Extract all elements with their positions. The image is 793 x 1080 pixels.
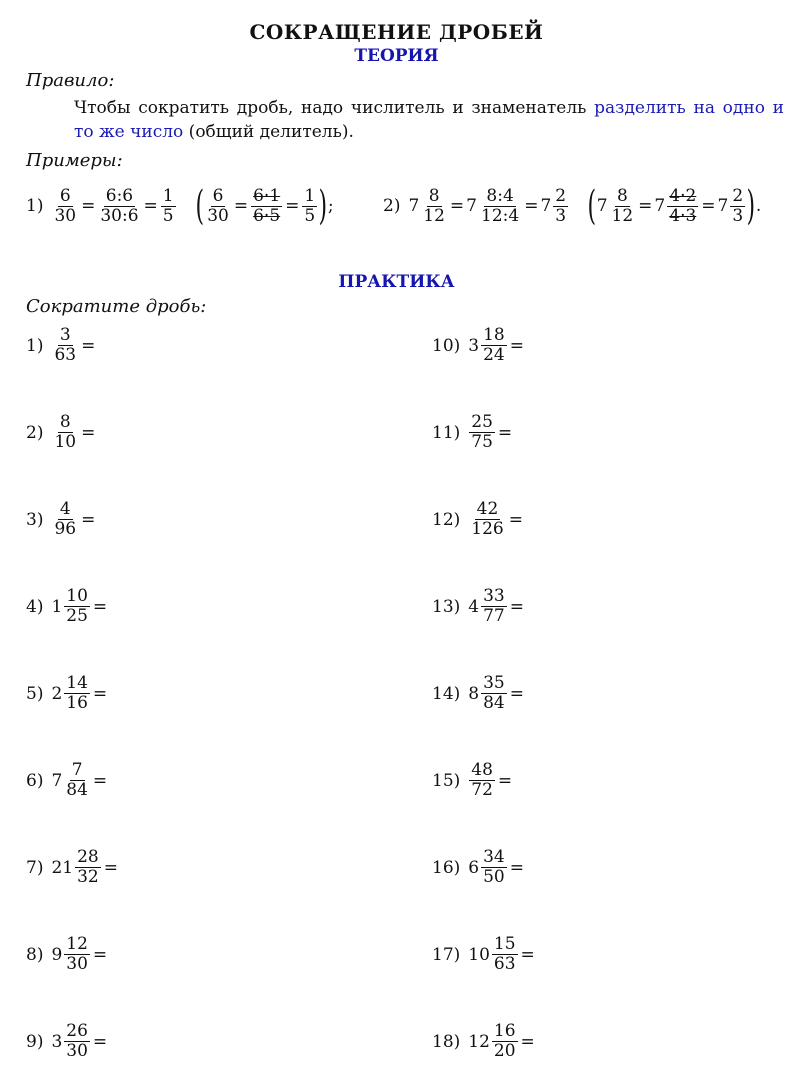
- numerator: 4: [59, 499, 71, 519]
- denominator: 63: [54, 345, 77, 365]
- end-period: .: [755, 196, 762, 216]
- numerator: 42: [476, 499, 499, 519]
- whole-part: 7: [540, 196, 552, 216]
- rule-label: Правило:: [26, 70, 115, 91]
- rule-text: [74, 96, 784, 144]
- denominator: 77: [483, 606, 505, 626]
- denominator: 63: [493, 954, 516, 974]
- denominator: 4·3: [669, 205, 697, 226]
- problem-item: [432, 500, 525, 539]
- equals-sign: =: [81, 335, 96, 356]
- denominator: 5: [162, 205, 174, 226]
- numerator: 26: [66, 1021, 88, 1041]
- problem-fraction: [469, 500, 505, 539]
- page-title: СОКРАЩЕНИЕ ДРОБЕЙ: [249, 20, 544, 44]
- equals-sign: =: [92, 596, 108, 617]
- equals-sign: =: [92, 770, 108, 791]
- whole-part: 10: [468, 944, 490, 965]
- equals-sign: =: [81, 509, 96, 530]
- problem-number: 10): [432, 335, 461, 356]
- problem-fraction: [64, 587, 90, 626]
- problem-item: [26, 413, 97, 452]
- example-fraction: [302, 187, 317, 226]
- numerator: 35: [483, 673, 505, 693]
- numerator: 14: [66, 673, 88, 693]
- denominator: 3: [555, 205, 567, 226]
- numerator: 6: [59, 185, 71, 206]
- numerator: 10: [66, 586, 88, 606]
- problem-item: [432, 413, 514, 452]
- denominator: 50: [483, 867, 505, 887]
- practice-instruction: Сократите дробь:: [26, 296, 207, 317]
- close-paren: ): [746, 183, 756, 229]
- denominator: 32: [77, 867, 99, 887]
- whole-part: 7: [717, 196, 729, 216]
- whole-part: 12: [468, 1031, 490, 1052]
- denominator: 72: [471, 780, 493, 800]
- denominator: 5: [304, 205, 316, 226]
- whole-part: 7: [654, 196, 666, 216]
- example-fraction: [479, 187, 521, 226]
- equals-sign: =: [520, 1031, 535, 1052]
- numerator: 6: [212, 185, 224, 206]
- whole-part: 3: [468, 335, 480, 356]
- rule-text-start: Чтобы сократить дробь, надо числитель и знаменатель: [74, 98, 595, 118]
- numerator: 1: [304, 185, 316, 206]
- whole-part: 7: [596, 196, 608, 216]
- example-fraction: [610, 187, 636, 226]
- problem-number: 7): [26, 857, 44, 878]
- equals-sign: =: [449, 196, 465, 216]
- equals-sign: =: [81, 422, 96, 443]
- equals-sign: =: [92, 1031, 108, 1052]
- denominator: 25: [66, 606, 88, 626]
- denominator: 30: [54, 205, 77, 226]
- problem-fraction: [64, 935, 90, 974]
- equals-sign: =: [524, 196, 539, 216]
- problem-number: 1): [26, 335, 44, 356]
- denominator: 24: [483, 345, 505, 365]
- example-fraction: [161, 187, 176, 226]
- equals-sign: =: [285, 196, 300, 216]
- open-paren: (: [587, 183, 597, 229]
- numerator: 2: [555, 185, 567, 206]
- denominator: 20: [493, 1041, 516, 1061]
- denominator: 10: [54, 432, 77, 452]
- denominator: 3: [732, 205, 744, 226]
- denominator: 30: [66, 1041, 88, 1061]
- problem-number: 11): [432, 422, 461, 443]
- problem-fraction: [64, 674, 90, 713]
- numerator: 4·2: [669, 185, 697, 206]
- problem-fraction: [52, 500, 78, 539]
- whole-part: 8: [468, 683, 480, 704]
- numerator: 7: [71, 760, 83, 780]
- equals-sign: =: [81, 196, 96, 216]
- numerator: 8: [59, 412, 71, 432]
- numerator: 25: [471, 412, 493, 432]
- denominator: 12: [611, 205, 634, 226]
- equals-sign: =: [92, 944, 108, 965]
- problem-item: [26, 500, 97, 539]
- denominator: 30:6: [100, 205, 139, 226]
- equals-sign: =: [103, 857, 118, 878]
- problem-fraction: [481, 326, 507, 365]
- rule-text-highlight: разделить на одно и то же число: [74, 98, 785, 142]
- problem-fraction: [492, 935, 518, 974]
- whole-part: 4: [468, 596, 480, 617]
- denominator: 6·5: [253, 205, 281, 226]
- whole-part: 3: [51, 1031, 63, 1052]
- problem-fraction: [481, 587, 507, 626]
- separator: ;: [327, 196, 334, 216]
- equals-sign: =: [497, 770, 513, 791]
- whole-part: 7: [408, 196, 420, 216]
- example-fraction: [421, 187, 447, 226]
- problem-number: 13): [432, 596, 461, 617]
- numerator: 2: [732, 185, 744, 206]
- example-fraction: [730, 187, 745, 226]
- problem-number: 3): [26, 509, 44, 530]
- problem-item: [432, 848, 526, 887]
- denominator: 126: [471, 519, 504, 539]
- whole-part: 6: [468, 857, 480, 878]
- numerator: 8: [428, 185, 440, 206]
- equals-sign: =: [520, 944, 535, 965]
- equals-sign: =: [92, 683, 108, 704]
- numerator: 48: [471, 760, 493, 780]
- problem-item: [26, 761, 109, 800]
- section-title-theory: ТЕОРИЯ: [354, 46, 439, 66]
- problem-item: [26, 935, 109, 974]
- equals-sign: =: [233, 196, 249, 216]
- equals-sign: =: [143, 196, 158, 216]
- whole-part: 7: [466, 196, 477, 216]
- example-2-number: 2): [383, 196, 401, 216]
- problem-number: 8): [26, 944, 44, 965]
- problem-item: [432, 935, 537, 974]
- denominator: 96: [54, 519, 77, 539]
- equals-sign: =: [509, 683, 524, 704]
- equals-sign: =: [701, 196, 716, 216]
- equals-sign: =: [508, 509, 523, 530]
- problem-fraction: [481, 848, 507, 887]
- problem-item: [432, 587, 526, 626]
- problem-fraction: [75, 848, 101, 887]
- numerator: 6·1: [253, 185, 281, 206]
- example-1: [26, 183, 334, 229]
- denominator: 75: [471, 432, 493, 452]
- example-fraction: [52, 187, 78, 226]
- numerator: 1: [162, 185, 174, 206]
- equals-sign: =: [509, 335, 524, 356]
- problem-item: [432, 761, 514, 800]
- examples-label: Примеры:: [26, 150, 123, 171]
- numerator: 28: [77, 847, 99, 867]
- numerator: 18: [483, 325, 505, 345]
- equals-sign: =: [509, 596, 524, 617]
- problem-number: 15): [432, 770, 461, 791]
- example-fraction-cancelled: [667, 187, 698, 226]
- example-fraction: [205, 187, 231, 226]
- whole-part: 9: [51, 944, 63, 965]
- rule-text-end: (общий делитель).: [183, 122, 354, 142]
- denominator: 84: [483, 693, 505, 713]
- numerator: 3: [59, 325, 71, 345]
- problem-number: 2): [26, 422, 44, 443]
- problem-number: 14): [432, 683, 461, 704]
- denominator: 12: [423, 205, 445, 226]
- problem-fraction: [64, 1022, 90, 1061]
- numerator: 33: [483, 586, 505, 606]
- numerator: 15: [493, 934, 516, 954]
- problem-number: 9): [26, 1031, 44, 1052]
- section-title-practice: ПРАКТИКА: [338, 272, 455, 292]
- problem-fraction: [481, 674, 507, 713]
- problem-fraction: [52, 413, 78, 452]
- whole-part: 7: [51, 770, 63, 791]
- example-fraction: [98, 187, 140, 226]
- problem-item: [432, 674, 526, 713]
- numerator: 16: [493, 1021, 516, 1041]
- close-paren: ): [318, 183, 328, 229]
- equals-sign: =: [509, 857, 524, 878]
- open-paren: (: [195, 183, 204, 229]
- numerator: 8: [616, 185, 628, 206]
- denominator: 30: [207, 205, 229, 226]
- example-2: [383, 183, 762, 229]
- equals-sign: =: [497, 422, 513, 443]
- numerator: 8:4: [486, 185, 514, 206]
- problem-number: 12): [432, 509, 461, 530]
- problem-number: 4): [26, 596, 44, 617]
- denominator: 84: [66, 780, 88, 800]
- problem-item: [432, 1022, 537, 1061]
- problem-fraction: [492, 1022, 518, 1061]
- problem-item: [26, 1022, 109, 1061]
- numerator: 12: [66, 934, 88, 954]
- problem-item: [26, 326, 97, 365]
- problem-item: [26, 848, 120, 887]
- example-fraction-cancelled: [251, 187, 282, 226]
- problem-item: [432, 326, 526, 365]
- whole-part: 21: [51, 857, 74, 878]
- problem-item: [26, 674, 109, 713]
- problem-number: 16): [432, 857, 461, 878]
- numerator: 6:6: [105, 185, 134, 206]
- problem-number: 18): [432, 1031, 461, 1052]
- whole-part: 1: [51, 596, 63, 617]
- problem-number: 5): [26, 683, 44, 704]
- problem-fraction: [52, 326, 78, 365]
- whole-part: 2: [51, 683, 63, 704]
- problem-item: [26, 587, 109, 626]
- example-1-number: 1): [26, 196, 44, 216]
- denominator: 30: [66, 954, 88, 974]
- example-fraction: [553, 187, 568, 226]
- problem-number: 6): [26, 770, 44, 791]
- problem-fraction: [64, 761, 90, 800]
- equals-sign: =: [638, 196, 653, 216]
- problem-number: 17): [432, 944, 461, 965]
- denominator: 12:4: [481, 205, 520, 226]
- denominator: 16: [66, 693, 88, 713]
- problem-fraction: [469, 413, 495, 452]
- numerator: 34: [483, 847, 505, 867]
- problem-fraction: [469, 761, 495, 800]
